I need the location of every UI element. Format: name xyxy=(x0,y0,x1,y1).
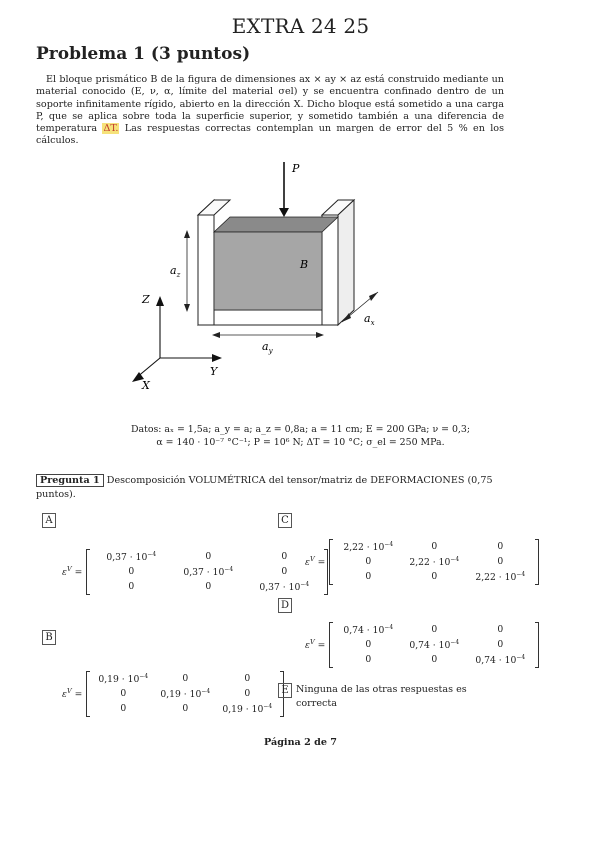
axis-y-label: Y xyxy=(210,365,218,378)
highlighted-delta-t: ΔT. xyxy=(103,123,119,135)
option-e-letter[interactable]: E xyxy=(278,683,292,698)
problem-heading: Problema 1 (3 puntos) xyxy=(36,44,251,64)
page-footer: Página 2 de 7 xyxy=(264,737,337,748)
option-c-matrix: $\varepsilon^V$ = $2,22 \cdot 10^{-4}$ 0 0 0 $2,22 \cdot 10^{-4}$ 0 0 0 $2,22 \cdot 10^{-4}$ xyxy=(305,539,539,585)
left-wall-top xyxy=(198,200,230,215)
right-wall-side xyxy=(338,200,354,325)
dim-z-label: $a_z$ xyxy=(170,264,181,279)
data-line-1: Datos: aₓ = 1,5a; a_y = a; a_z = 0,8a; a = 11 cm; E = 200 GPa; ν = 0,3; xyxy=(130,424,471,435)
page-header-title: EXTRA 24 25 xyxy=(231,14,370,38)
option-a-matrix: $\varepsilon^V$ = $0,37 \cdot 10^{-4}$ 0 0 0 $0,37 \cdot 10^{-4}$ 0 0 0 $0,37 \cdot 10^{-4}$ xyxy=(62,549,328,595)
question-block xyxy=(36,474,506,502)
problem-statement xyxy=(36,74,504,148)
load-arrow-head xyxy=(279,208,289,217)
question-label: Pregunta 1 xyxy=(36,474,104,487)
option-d-letter[interactable]: D xyxy=(278,598,292,613)
load-label: P xyxy=(292,162,300,175)
axis-z-label: Z xyxy=(142,293,150,306)
left-wall-front xyxy=(198,215,214,325)
option-c-letter[interactable]: C xyxy=(278,513,292,528)
question-text: Descomposición VOLUMÉTRICA del tensor/matriz de DEFORMACIONES (0,75 puntos). xyxy=(36,475,493,500)
dim-x-label: $a_x$ xyxy=(364,312,375,327)
block-label: B xyxy=(300,258,309,271)
axis-x-label: X xyxy=(142,379,150,392)
statement-end: Las respuestas correctas contemplan un margen de error del 5 % en los cálculos. xyxy=(36,123,505,147)
block-front-face xyxy=(214,232,322,310)
option-e-text[interactable]: Ninguna de las otras respuestas es correcta xyxy=(296,684,467,709)
option-d-matrix: $\varepsilon^V$ = $0,74 \cdot 10^{-4}$ 0 0 0 $0,74 \cdot 10^{-4}$ 0 0 0 $0,74 \cdot 10^{-4}$ xyxy=(305,622,539,668)
option-a-letter[interactable]: A xyxy=(42,513,56,528)
right-wall-front xyxy=(322,215,338,325)
block-top-face xyxy=(214,217,338,232)
option-b-matrix: $\varepsilon^V$ = $0,19 \cdot 10^{-4}$ 0 0 0 $0,19 \cdot 10^{-4}$ 0 0 0 $0,19 \cdot 10^{-4}$ xyxy=(62,671,284,717)
dim-y-label: $a_y$ xyxy=(262,340,273,355)
option-b-letter[interactable]: B xyxy=(42,630,56,645)
statement-body: El bloque prismático B de la figura de dimensiones ax × ay × az está construido mediante un material conocido (E, ν, α, límite del material σel) y se encuentra confinado dentro de un soporte infinitamente rígido, abierto en la dirección X. Dicho bloque está sometido a una carga P, que se aplica sobre toda la superficie superior, y sometido también a una diferencia de temperatura xyxy=(36,74,504,135)
bottom-plate xyxy=(214,310,322,325)
block-figure xyxy=(120,150,420,395)
data-line-2: α = 140 · 10⁻⁷ °C⁻¹; P = 10⁶ N; ΔT = 10 °C; σ_el = 250 MPa. xyxy=(156,437,445,448)
